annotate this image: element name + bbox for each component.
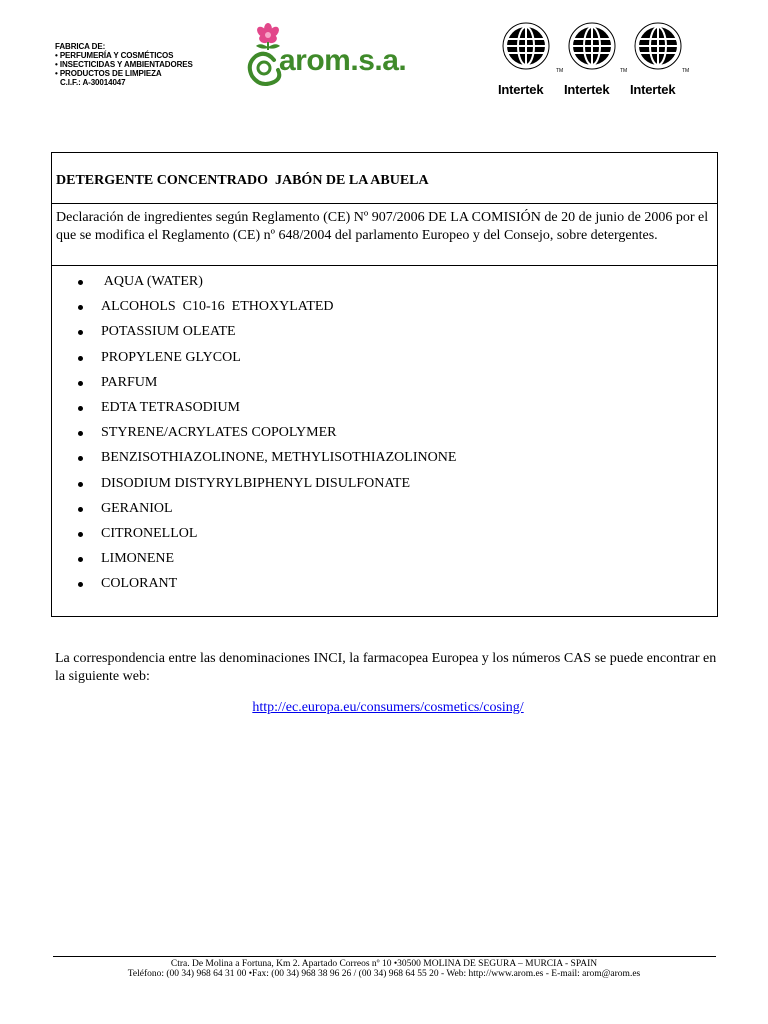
list-item: DISODIUM DISTYRYLBIPHENYL DISULFONATE — [52, 475, 717, 500]
list-item: GERANIOL — [52, 500, 717, 525]
company-line: • INSECTICIDAS Y AMBIENTADORES — [55, 60, 193, 69]
certifications — [498, 18, 688, 100]
footer-contact: Teléfono: (00 34) 968 64 31 00 •Fax: (00 34) 968 38 96 26 / (00 34) 968 64 55 20 - Web: http://www.arom.es - E-mail: arom@arom.es — [127, 969, 641, 979]
certification-badge — [564, 18, 626, 100]
product-title: DETERGENTE CONCENTRADO JABÓN DE LA ABUELA — [52, 153, 717, 204]
certification-badge — [630, 18, 692, 100]
company-line: • PRODUCTOS DE LIMPIEZA — [55, 69, 162, 78]
list-item: AQUA (WATER) — [52, 273, 717, 298]
list-item: COLORANT — [52, 575, 717, 600]
trademark-text: TM — [620, 68, 628, 74]
intertek-brand: Intertek — [498, 82, 544, 97]
globe-icon — [564, 18, 620, 74]
list-item: LIMONENE — [52, 550, 717, 575]
globe-icon — [630, 18, 686, 74]
certification-badge — [498, 18, 564, 100]
company-line: FABRICA DE: — [55, 42, 106, 51]
list-item: STYRENE/ACRYLATES COPOLYMER — [52, 424, 717, 449]
ingredient-list — [52, 273, 717, 600]
company-info — [55, 42, 193, 87]
declaration-text: Declaración de ingredientes según Reglamento (CE) Nº 907/2006 DE LA COMISIÓN de 20 de junio de 2006 por el que se modifica el Reglamento (CE) nº 648/2004 del parlamento Europeo y del Consejo, sobre detergentes. — [52, 204, 717, 266]
footer-address: Ctra. De Molina a Fortuna, Km 2. Apartado Correos nº 10 •30500 MOLINA DE SEGURA – MURCIA - SPAIN — [170, 959, 598, 969]
logo-wordmark: arom.s.a. — [279, 44, 407, 77]
list-item: EDTA TETRASODIUM — [52, 399, 717, 424]
company-line: • PERFUMERÍA Y COSMÉTICOS — [55, 51, 174, 60]
ingredients-cell — [52, 266, 717, 600]
footer-divider — [53, 956, 716, 957]
list-item: PROPYLENE GLYCOL — [52, 349, 717, 374]
list-item: CITRONELLOL — [52, 525, 717, 550]
list-item: POTASSIUM OLEATE — [52, 323, 717, 348]
inci-note: La correspondencia entre las denominaciones INCI, la farmacopea Europea y los números CAS se puede encontrar en la siguiente web: — [55, 651, 717, 684]
intertek-brand: Intertek — [630, 82, 676, 97]
cosing-link[interactable]: http://ec.europa.eu/consumers/cosmetics/cosing/ — [252, 700, 524, 715]
globe-icon — [498, 18, 554, 74]
ingredients-table — [51, 152, 718, 617]
trademark-text: TM — [556, 68, 564, 74]
trademark-text: TM — [682, 68, 690, 74]
intertek-brand: Intertek — [564, 82, 610, 97]
list-item: BENZISOTHIAZOLINONE, METHYLISOTHIAZOLINONE — [52, 449, 717, 474]
company-cif: C.I.F.: A-30014047 — [60, 78, 126, 87]
list-item: PARFUM — [52, 374, 717, 399]
list-item: ALCOHOLS C10-16 ETHOXYLATED — [52, 298, 717, 323]
arom-logo — [244, 20, 444, 90]
